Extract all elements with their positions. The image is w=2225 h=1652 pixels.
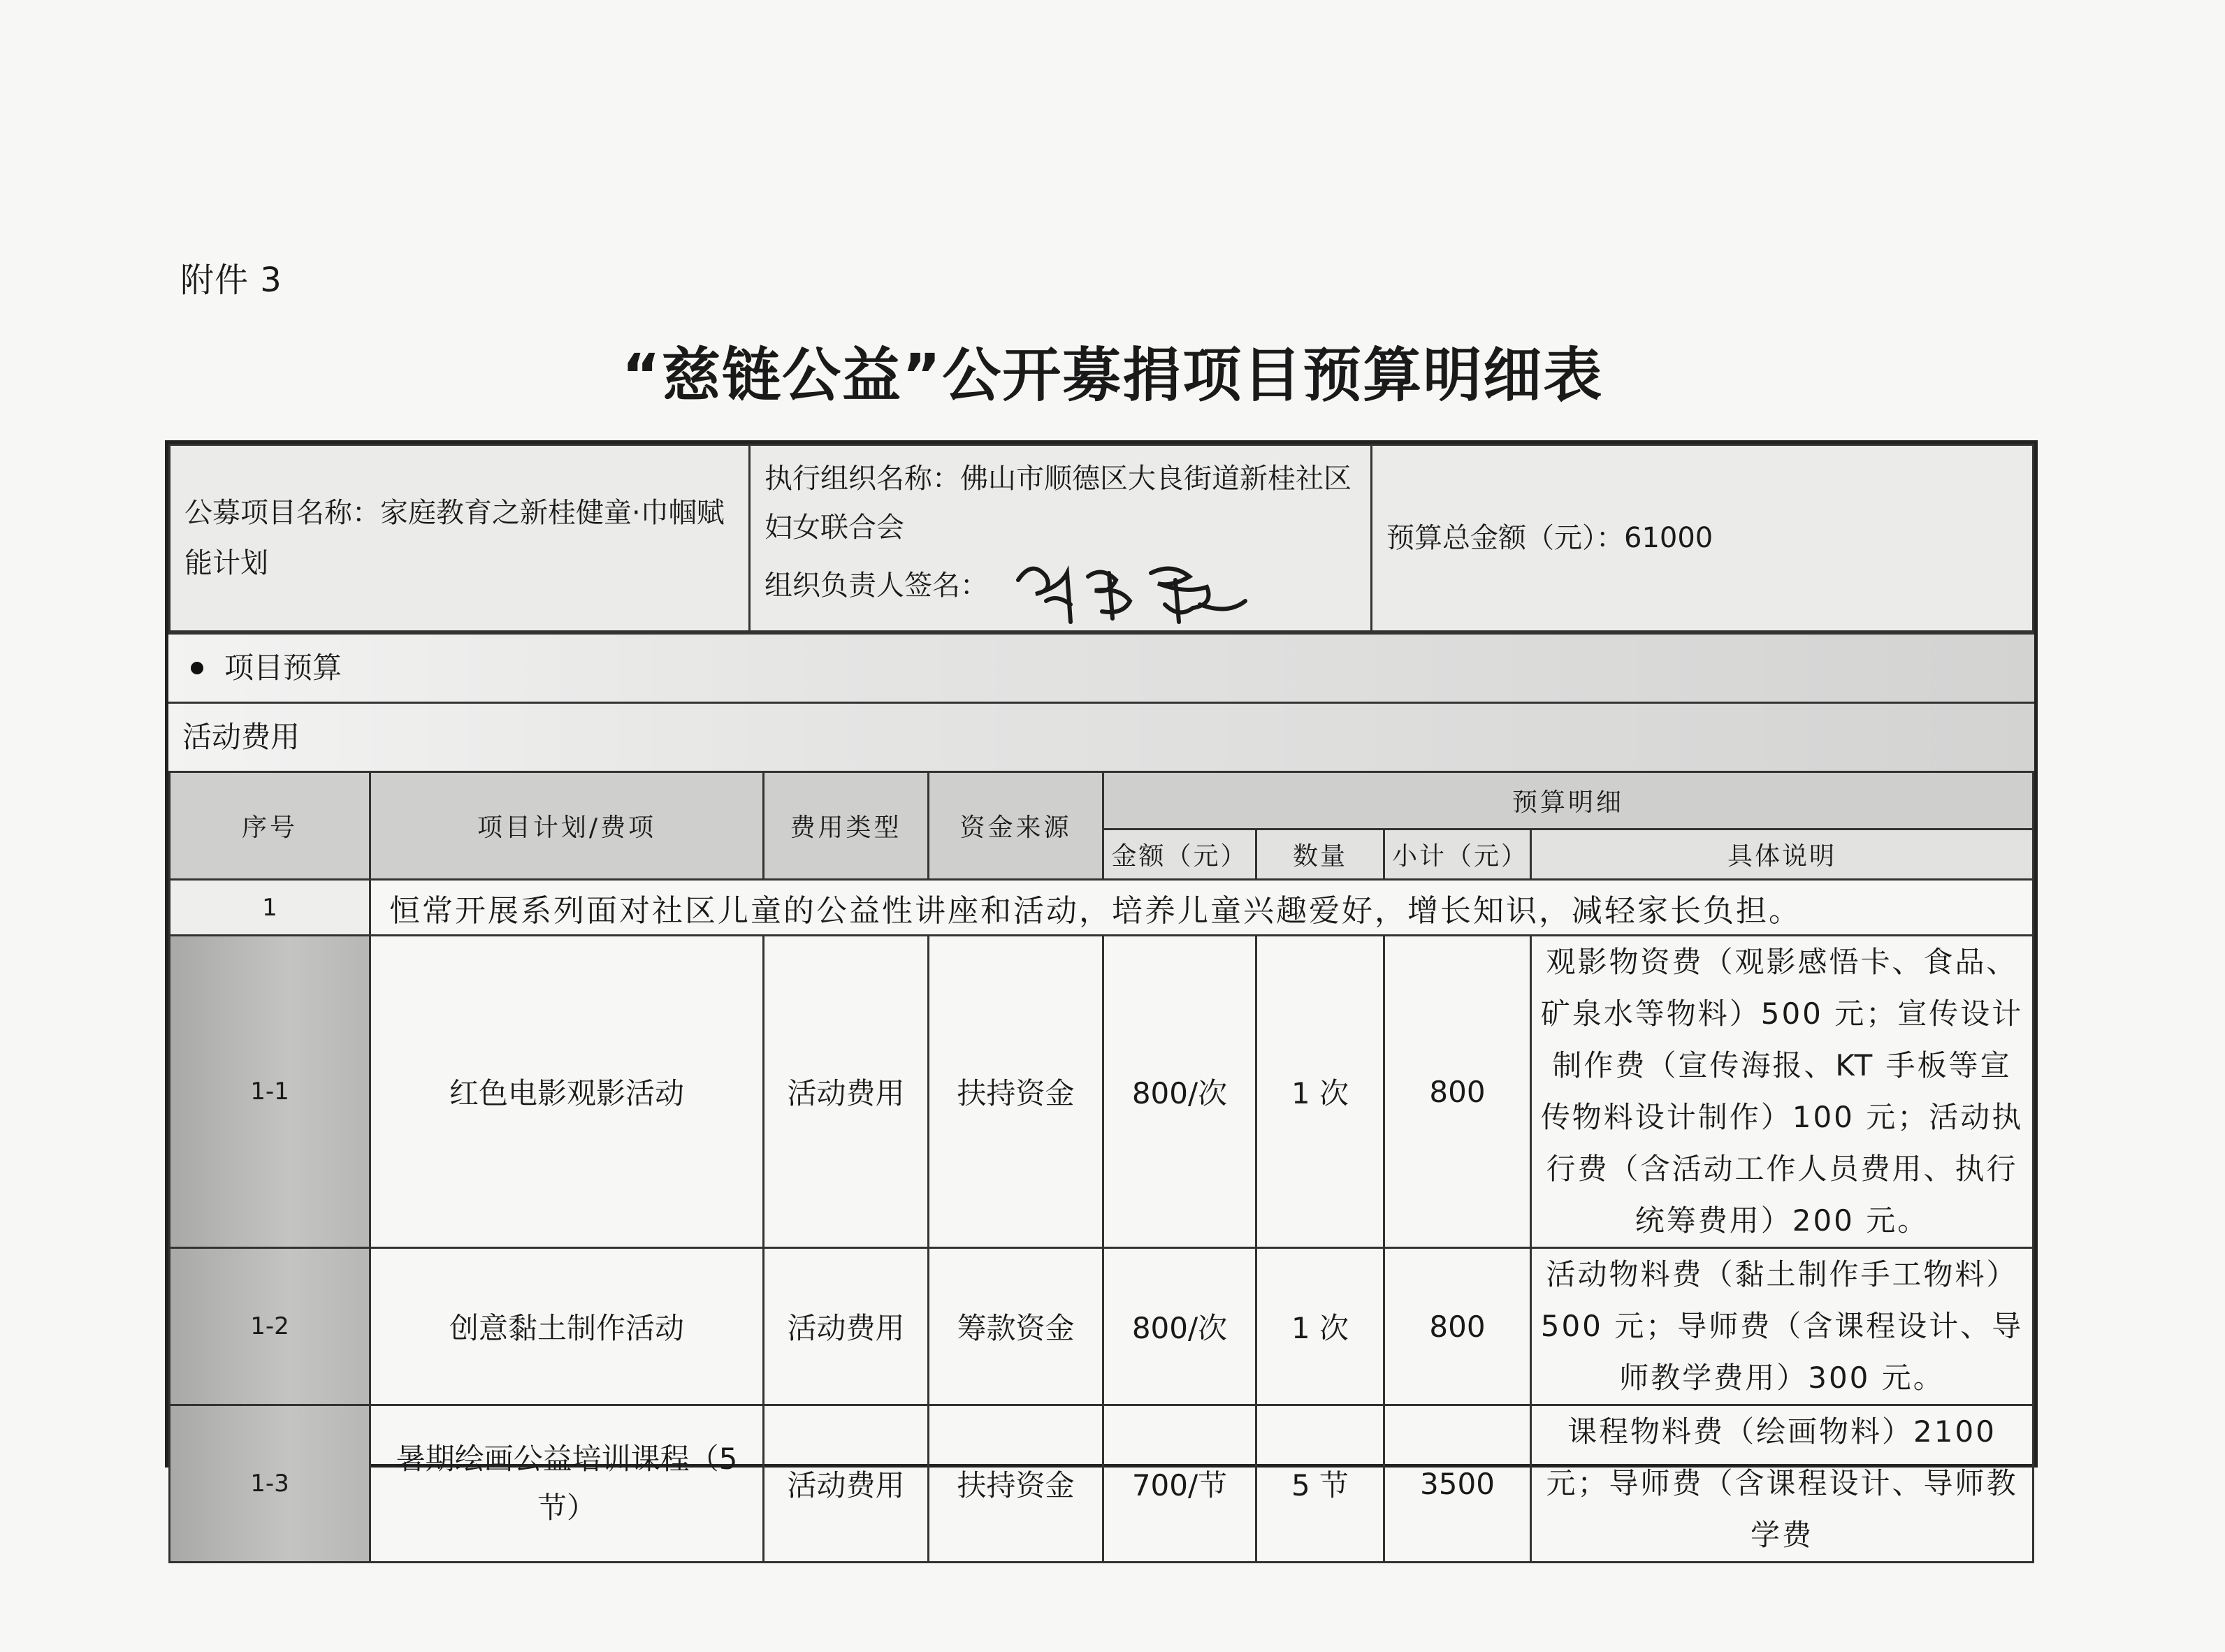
row-description: 活动物料费（黏土制作手工物料）500 元；导师费（含课程设计、导师教学费用）300 元。 [1531,1248,2034,1405]
budget-total-cell [1372,445,2034,632]
row-fund-source: 扶持资金 [929,936,1103,1248]
row-amount: 800/次 [1103,1248,1256,1405]
row-subtotal: 800 [1384,1248,1531,1405]
project-header [168,444,2034,632]
header-quantity: 数量 [1256,829,1384,880]
row-subtotal: 800 [1384,936,1531,1248]
header-fund-source: 资金来源 [929,772,1103,880]
row-item: 创意黏土制作活动 [370,1248,764,1405]
subsection-activity-cost [168,702,2034,771]
handwritten-signature [1004,552,1256,622]
project-name-label: 公募项目名称： [184,497,380,529]
row-fund-source: 筹款资金 [929,1248,1103,1405]
header-amount: 金额（元） [1103,829,1256,880]
row-cost-type: 活动费用 [764,1405,929,1563]
row-seq: 1-1 [170,936,370,1248]
header-description: 具体说明 [1531,829,2034,880]
attachment-label: 附件 3 [180,261,282,300]
project-name-cell [170,445,750,632]
row-cost-type: 活动费用 [764,1248,929,1405]
signature-label: 组织负责人签名： [764,570,988,602]
project-name: 家庭教育之新桂健童·巾帼赋能计划 [184,497,725,579]
header-cost-type: 费用类型 [764,772,929,880]
row-amount: 700/节 [1103,1405,1256,1563]
row-description: 课程物料费（绘画物料）2100 元；导师费（含课程设计、导师教学费 [1531,1405,2034,1563]
goal-text: 恒常开展系列面对社区儿童的公益性讲座和活动，培养儿童兴趣爱好，增长知识，减轻家长负担。 [370,880,2034,936]
row-quantity: 1 次 [1256,1248,1384,1405]
row-cost-type: 活动费用 [764,936,929,1248]
row-description: 观影物资费（观影感悟卡、食品、矿泉水等物料）500 元；宣传设计制作费（宣传海报、KT 手板等宣传物料设计制作）100 元；活动执行费（含活动工作人员费用、执行统筹费用）200 元。 [1531,936,2034,1248]
table-row [170,936,2034,1248]
org-label: 执行组织名称： [764,463,960,495]
header-subtotal: 小计（元） [1384,829,1531,880]
table-row [170,1248,2034,1405]
goal-seq: 1 [170,880,370,936]
row-seq: 1-2 [170,1248,370,1405]
goal-row [170,880,2034,936]
header-budget-detail: 预算明细 [1103,772,2034,829]
org-name: 佛山市顺德区大良街道新桂社区妇女联合会 [764,463,1351,544]
row-item: 暑期绘画公益培训课程（5节） [370,1405,764,1563]
table-row [170,1405,2034,1563]
row-seq: 1-3 [170,1405,370,1563]
row-subtotal: 3500 [1384,1405,1531,1563]
row-quantity: 1 次 [1256,936,1384,1248]
budget-total: 预算总金额（元）：61000 [1386,522,1713,554]
org-cell [750,445,1372,632]
document-title: “慈链公益”公开募捐项目预算明细表 [621,341,1604,410]
header-seq: 序号 [170,772,370,880]
budget-sheet [165,440,2038,1552]
section-project-budget [168,632,2034,702]
header-item: 项目计划/费项 [370,772,764,880]
row-quantity: 5 节 [1256,1405,1384,1563]
budget-table [168,771,2034,1563]
section-label: 项目预算 [224,651,342,685]
row-item: 红色电影观影活动 [370,936,764,1248]
row-amount: 800/次 [1103,936,1256,1248]
bullet-icon [191,662,203,674]
row-fund-source: 扶持资金 [929,1405,1103,1563]
subsection-label: 活动费用 [182,720,300,754]
